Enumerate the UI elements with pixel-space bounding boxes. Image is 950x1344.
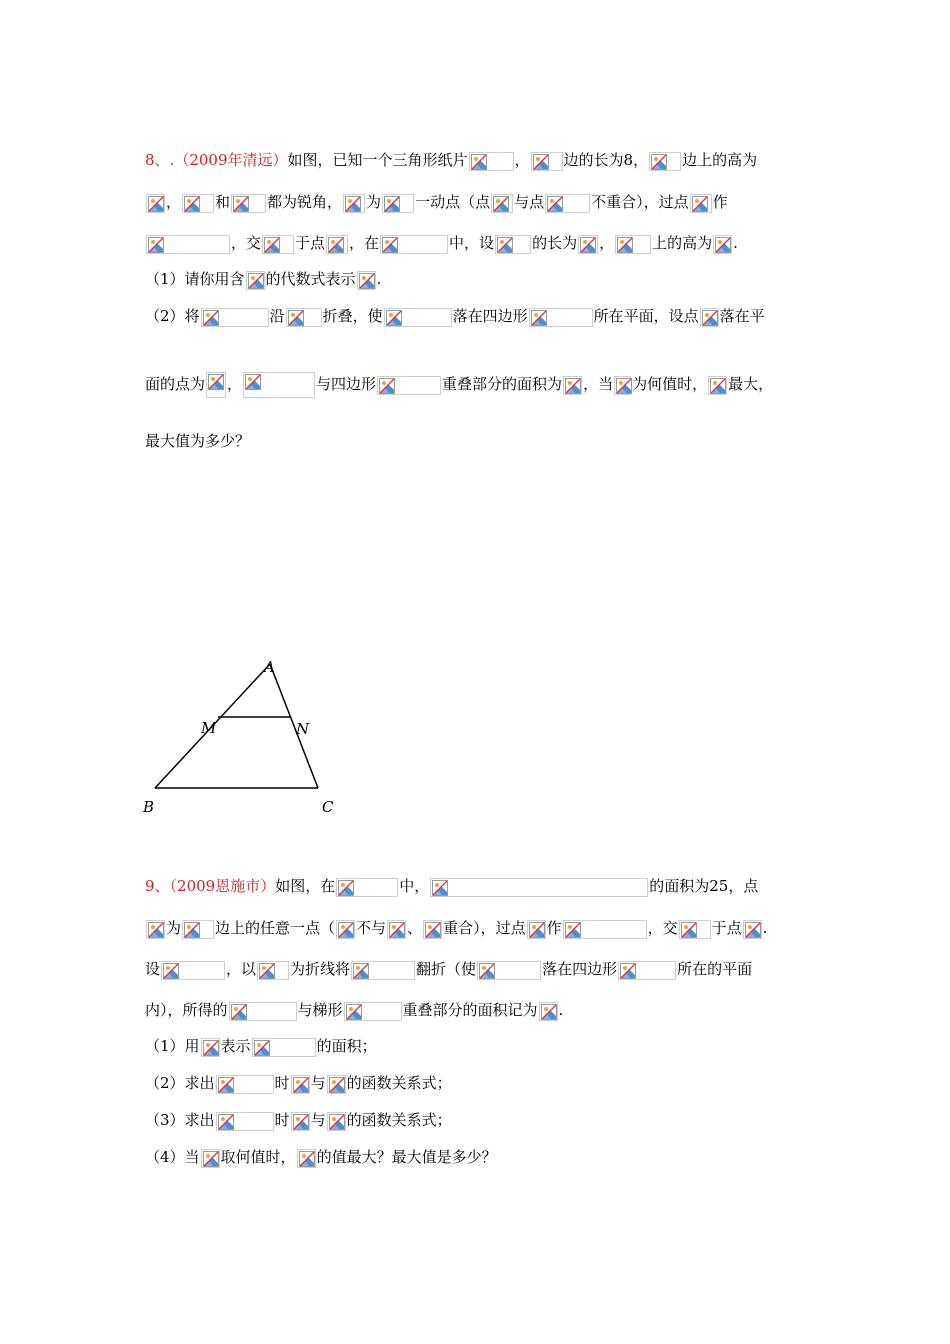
broken-image-icon (387, 920, 406, 939)
p9-number: 9、 (145, 877, 170, 895)
broken-image-icon (336, 920, 355, 939)
p9-line-4: 内），所得的 与梯形 重叠部分的面积记为 . (145, 1001, 564, 1019)
broken-image-icon (649, 152, 681, 171)
broken-image-icon (351, 961, 415, 980)
p9-question-2: （2）求出 时 与 的函数关系式； (145, 1074, 452, 1092)
broken-image-icon (146, 235, 230, 254)
broken-image-icon (495, 235, 531, 254)
broken-image-icon (201, 308, 269, 327)
broken-image-icon (252, 1038, 316, 1057)
broken-image-icon (262, 235, 294, 254)
label-m: M (201, 719, 217, 737)
broken-image-icon (380, 235, 448, 254)
broken-image-icon (615, 235, 651, 254)
broken-image-icon (469, 152, 514, 171)
broken-image-icon (563, 920, 647, 939)
broken-image-icon (246, 271, 265, 290)
broken-image-icon (527, 920, 546, 939)
p8-line-7: 最大值为多少？ (145, 432, 251, 450)
broken-image-icon (201, 1038, 220, 1057)
broken-image-icon (146, 920, 165, 939)
broken-image-icon (326, 235, 348, 254)
broken-image-icon (231, 194, 266, 213)
label-b: B (143, 798, 155, 816)
broken-image-icon (291, 1112, 310, 1131)
edge-ac (270, 664, 318, 788)
broken-image-icon (243, 372, 315, 398)
p8-number: 8、. (145, 151, 175, 169)
broken-image-icon (161, 961, 225, 980)
broken-image-icon (708, 376, 727, 395)
broken-image-icon (327, 1112, 346, 1131)
broken-image-icon (357, 271, 376, 290)
broken-image-icon (182, 194, 214, 213)
broken-image-icon (286, 308, 322, 327)
p9-question-3: （3）求出 时 与 的函数关系式； (145, 1111, 452, 1129)
broken-image-icon (257, 961, 289, 980)
broken-image-icon (216, 1112, 274, 1131)
p9-line-2: 为 边上的任意一点（ 不与 、 重合），过点 作 ，交 于点 . (145, 918, 767, 939)
broken-image-icon (618, 961, 676, 980)
broken-image-icon (614, 376, 631, 395)
broken-image-icon (146, 194, 165, 213)
p9-line-1: 9、（2009恩施市）如图，在 中， 的面积为25，点 (145, 877, 759, 895)
p8-line-6: 面的点为 ， 与四边形 重叠部分的面积为 ，当 为何值时， 最大， (145, 372, 773, 398)
broken-image-icon (201, 1149, 220, 1168)
broken-image-icon (563, 376, 582, 395)
broken-image-icon (182, 920, 214, 939)
broken-image-icon (539, 1002, 558, 1021)
broken-image-icon (343, 194, 365, 213)
broken-image-icon (382, 194, 414, 213)
p8-line-1: 8、.（2009年清远）如图，已知一个三角形纸片 ， 边的长为8， 边上的高为 (145, 151, 758, 169)
broken-image-icon (206, 372, 226, 398)
broken-image-icon (344, 1002, 402, 1021)
p8-question-2: （2）将 沿 折叠，使 落在四边形 所在平面，设点 落在平 (145, 307, 765, 325)
p8-line-3: ，交 于点 ，在 中，设 的长为 ， 上的高为 . (145, 233, 738, 254)
broken-image-icon (377, 376, 441, 395)
p9-source: （2009恩施市） (169, 877, 276, 895)
broken-image-icon (529, 308, 593, 327)
broken-image-icon (336, 878, 398, 897)
broken-image-icon (545, 194, 590, 213)
broken-image-icon (531, 152, 563, 171)
broken-image-icon (291, 1075, 310, 1094)
broken-image-icon (700, 308, 719, 327)
label-n: N (296, 720, 310, 738)
triangle-figure (140, 650, 340, 820)
p8-question-1: （1）请你用含 的代数式表示 . (145, 270, 382, 288)
broken-image-icon (743, 920, 762, 939)
p9-question-1: （1）用 表示 的面积； (145, 1037, 377, 1055)
broken-image-icon (327, 1075, 346, 1094)
p8-line-2: ， 和 都为锐角， 为 一动点（点 与点 不重合），过点 作 (145, 192, 728, 213)
p8-source: （2009年清远） (174, 151, 288, 169)
broken-image-icon (297, 1149, 316, 1168)
broken-image-icon (229, 1002, 297, 1021)
broken-image-icon (477, 961, 541, 980)
broken-image-icon (430, 878, 648, 897)
broken-image-icon (713, 235, 732, 254)
broken-image-icon (384, 308, 452, 327)
label-c: C (322, 798, 334, 816)
label-a: A (264, 658, 275, 676)
p9-question-4: （4）当 取何值时， 的值最大？最大值是多少？ (145, 1148, 497, 1166)
broken-image-icon (578, 235, 598, 254)
p9-line-3: 设 ，以 为折线将 翻折（使 落在四边形 所在的平面 (145, 960, 753, 978)
broken-image-icon (423, 920, 442, 939)
broken-image-icon (491, 194, 513, 213)
broken-image-icon (690, 194, 712, 213)
broken-image-icon (216, 1075, 274, 1094)
broken-image-icon (679, 920, 711, 939)
